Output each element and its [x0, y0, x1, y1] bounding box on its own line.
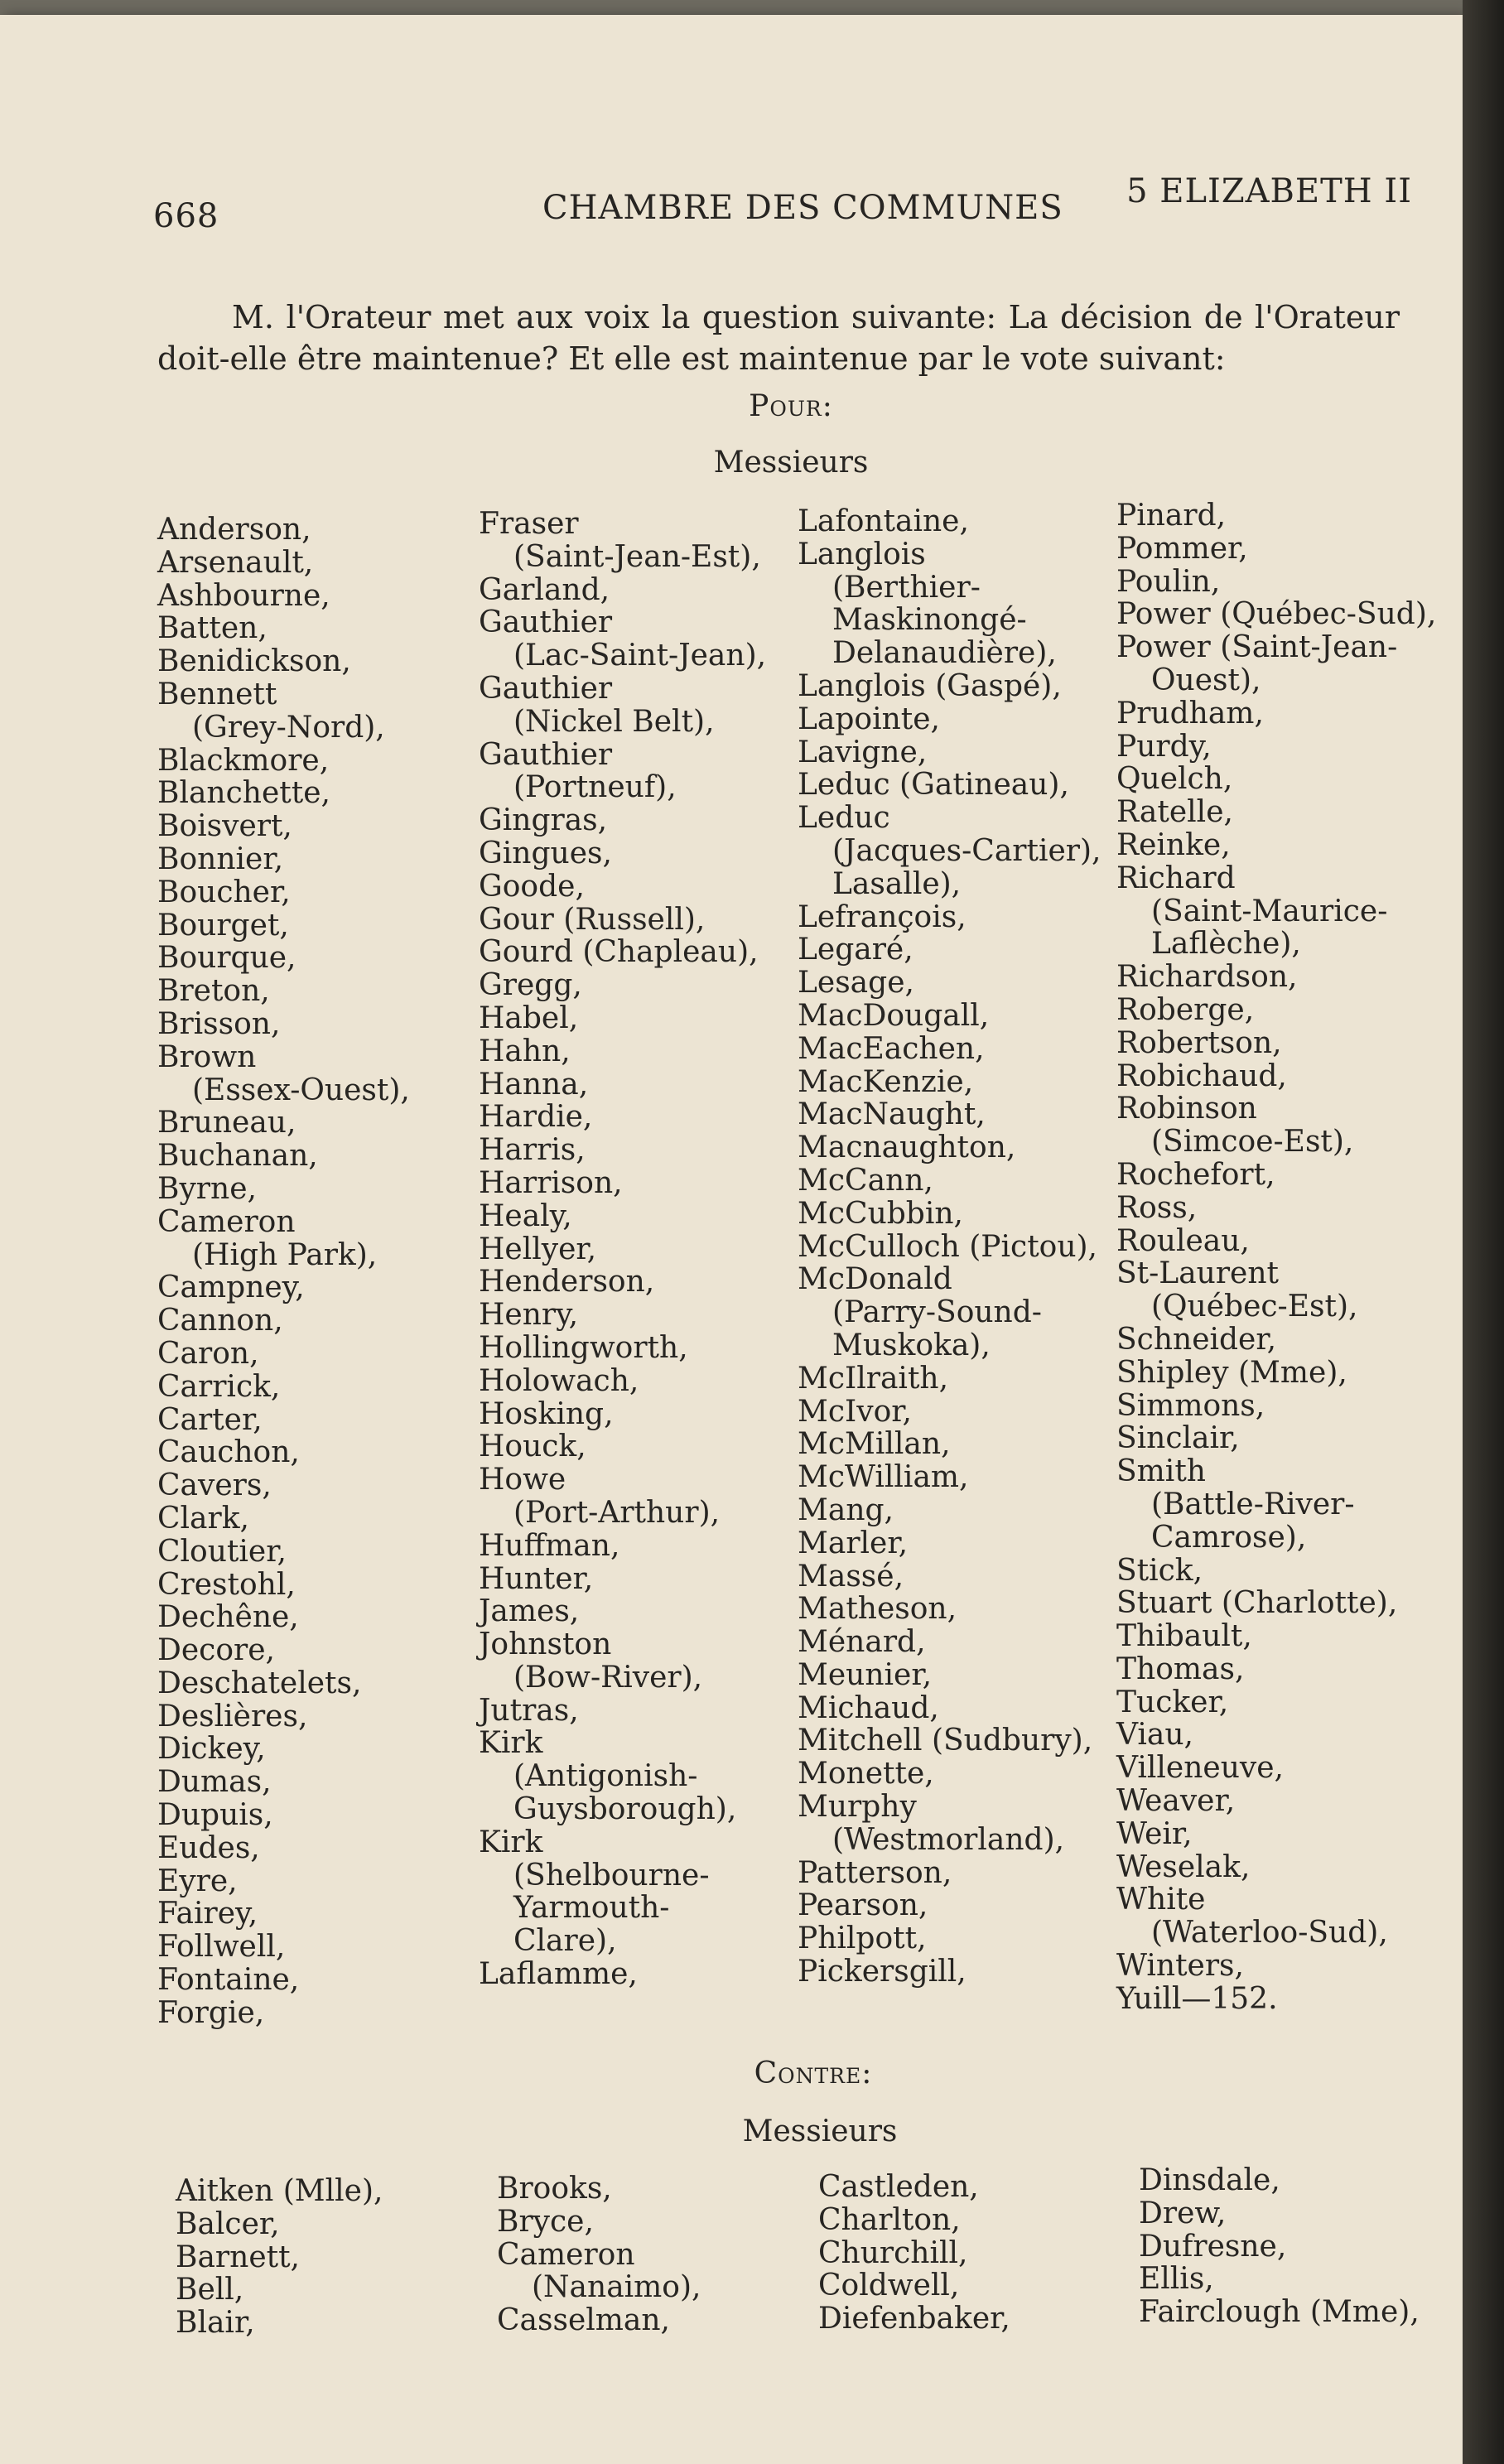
member-name: Leduc [798, 801, 890, 836]
member-name: Crestohl, [157, 1567, 296, 1602]
member-name: Blanchette, [157, 776, 330, 811]
member-name: St-Laurent [1116, 1256, 1280, 1291]
member-name: Legaré, [798, 933, 913, 967]
member-name: Smith [1116, 1454, 1206, 1489]
member-name: Follwell, [157, 1930, 286, 1965]
pour-column-1 [157, 514, 410, 2030]
member-name: Lefrançois, [798, 899, 967, 934]
member-name: Thibault, [1116, 1619, 1252, 1654]
member-name: Buchanan, [157, 1139, 318, 1174]
member-name: (Simcoe-Est), [1151, 1125, 1354, 1160]
member-name: Bruneau, [157, 1106, 296, 1140]
member-name: (Nanaimo), [532, 2270, 701, 2305]
member-name: Pommer, [1116, 531, 1248, 566]
member-name: (Bow-River), [513, 1660, 703, 1695]
member-name: Cloutier, [157, 1534, 287, 1569]
member-name: Gour (Russell), [479, 902, 706, 937]
member-name: (Saint-Maurice- [1151, 894, 1388, 928]
member-name: Prudham, [1116, 696, 1264, 731]
member-name: Benidickson, [157, 644, 351, 679]
member-name: Bryce, [497, 2204, 594, 2239]
member-name: Mang, [798, 1492, 894, 1527]
member-name: Gauthier [479, 671, 613, 706]
member-name: Macnaughton, [798, 1131, 1016, 1165]
member-name: Hardie, [479, 1100, 593, 1135]
member-name: McDonald [798, 1262, 952, 1297]
member-name: Weaver, [1116, 1784, 1236, 1819]
member-name: Tucker, [1116, 1685, 1229, 1719]
member-name: Guysborough), [513, 1792, 737, 1827]
member-name: Power (Saint-Jean- [1116, 630, 1398, 665]
member-name: Bonnier, [157, 841, 284, 876]
member-name: Monette, [798, 1757, 934, 1791]
member-name: Viau, [1116, 1718, 1193, 1753]
member-name: Winters, [1116, 1949, 1244, 1984]
member-name: Thomas, [1116, 1652, 1245, 1686]
member-name: (Jacques-Cartier), [832, 833, 1101, 868]
member-name: (Portneuf), [513, 770, 677, 805]
member-name: MacEachen, [798, 1031, 985, 1066]
member-name: Deschatelets, [157, 1666, 362, 1700]
member-name: Rouleau, [1116, 1223, 1250, 1258]
member-name: Ratelle, [1116, 795, 1233, 830]
member-name: Weir, [1116, 1816, 1193, 1851]
member-name: Reinke, [1116, 827, 1231, 862]
contre-column-1 [176, 2175, 383, 2340]
member-name: Harrison, [479, 1165, 623, 1200]
pour-column-3 [798, 505, 1101, 1989]
member-name: (High Park), [192, 1237, 378, 1272]
member-name: Lasalle), [832, 866, 962, 901]
member-name: Fontaine, [157, 1963, 300, 1998]
member-name: Huffman, [479, 1528, 620, 1563]
member-name: Langlois [798, 537, 926, 571]
member-name: Kirk [479, 1726, 543, 1761]
member-name: Lavigne, [798, 735, 928, 769]
member-name: McMillan, [798, 1427, 951, 1462]
member-name: McCann, [798, 1163, 933, 1198]
member-name: Purdy, [1116, 729, 1212, 764]
contre-column-2 [497, 2172, 701, 2337]
member-name: Castleden, [818, 2170, 979, 2204]
member-name: Richard [1116, 861, 1236, 895]
member-name: Patterson, [798, 1855, 952, 1890]
member-name: Robertson, [1116, 1025, 1282, 1060]
member-name: Brisson, [157, 1006, 281, 1041]
member-name: Dechêne, [157, 1600, 299, 1635]
member-name: Batten, [157, 611, 268, 646]
member-name: Healy, [479, 1198, 572, 1233]
member-name: Richardson, [1116, 960, 1298, 995]
member-name: (Lac-Saint-Jean), [513, 639, 767, 673]
member-name: Casselman, [497, 2303, 671, 2338]
member-name: Clark, [157, 1501, 249, 1536]
pour-subheading: Messieurs [713, 446, 869, 480]
member-name: Drew, [1139, 2196, 1227, 2230]
member-name: Roberge, [1116, 992, 1255, 1027]
member-name: Barnett, [176, 2240, 300, 2274]
member-name: Schneider, [1116, 1322, 1277, 1357]
member-name: Deslières, [157, 1699, 308, 1733]
member-name: Meunier, [798, 1657, 933, 1692]
member-name: (Waterloo-Sud), [1151, 1916, 1388, 1950]
member-name: MacKenzie, [798, 1064, 974, 1099]
member-name: Delanaudière), [832, 636, 1057, 671]
member-name: Stuart (Charlotte), [1116, 1586, 1398, 1621]
member-name: Caron, [157, 1336, 259, 1371]
member-name: Boisvert, [157, 809, 292, 844]
member-name: (Parry-Sound- [832, 1295, 1042, 1330]
member-name: Fairey, [157, 1897, 258, 1931]
member-name: (Battle-River- [1151, 1487, 1355, 1521]
member-name: Massé, [798, 1559, 904, 1594]
member-name: McIvor, [798, 1394, 912, 1429]
member-name: Dupuis, [157, 1798, 273, 1833]
member-name: Gourd (Chapleau), [479, 935, 759, 970]
member-name: Henry, [479, 1298, 579, 1333]
member-name: Houck, [479, 1430, 586, 1464]
member-name: Stick, [1116, 1553, 1203, 1588]
member-name: Maskinongé- [832, 603, 1027, 638]
member-name: Carter, [157, 1402, 263, 1437]
member-name: (Antigonish- [513, 1759, 698, 1794]
member-name: Hahn, [479, 1034, 571, 1068]
member-name: Cauchon, [157, 1435, 300, 1470]
member-name: Hellyer, [479, 1232, 597, 1266]
member-name: Ménard, [798, 1625, 926, 1660]
member-name: Decore, [157, 1633, 275, 1668]
member-name: (Shelbourne- [513, 1858, 710, 1893]
member-name: Cameron [157, 1204, 296, 1239]
member-name: Dumas, [157, 1765, 272, 1800]
member-name: Hosking, [479, 1396, 614, 1431]
member-name: Poulin, [1116, 564, 1221, 599]
member-name: Johnston [479, 1627, 612, 1662]
member-name: Yarmouth- [513, 1891, 670, 1926]
member-name: Balcer, [176, 2206, 280, 2241]
member-name: (Saint-Jean-Est), [513, 539, 761, 574]
member-name: Forgie, [157, 1995, 265, 2030]
member-name: Fraser [479, 507, 579, 541]
book-page [0, 15, 1463, 2464]
intro-paragraph: M. l'Orateur met aux voix la question suivante: La décision de l'Orateur doit-elle être maintenue? Et elle est maintenue par le vote suivant: [157, 299, 1400, 377]
member-name: Aitken (Mlle), [176, 2174, 383, 2208]
contre-column-3 [818, 2171, 1010, 2336]
member-name: McWilliam, [798, 1460, 969, 1495]
member-name: Fairclough (Mme), [1139, 2295, 1420, 2330]
member-name: Bourget, [157, 908, 289, 943]
member-name: Gauthier [479, 737, 613, 772]
member-name: Diefenbaker, [818, 2302, 1010, 2336]
member-name: Hunter, [479, 1561, 594, 1596]
member-name: Garland, [479, 572, 610, 607]
member-name: Quelch, [1116, 762, 1233, 797]
member-name: Arsenault, [157, 545, 314, 580]
member-name: Cannon, [157, 1304, 283, 1338]
member-name: Gingras, [479, 803, 608, 838]
member-name: Bourque, [157, 941, 296, 976]
member-name: McCubbin, [798, 1196, 963, 1231]
member-name: Robichaud, [1116, 1058, 1287, 1093]
member-name: Marler, [798, 1526, 909, 1560]
member-name: Gauthier [479, 605, 613, 640]
member-name: Muskoka), [832, 1328, 991, 1362]
member-name: Ouest), [1151, 663, 1261, 697]
member-name: Anderson, [157, 513, 311, 547]
member-name: Sinclair, [1116, 1421, 1240, 1456]
member-name: Bell, [176, 2273, 244, 2307]
pour-heading: Pour: [749, 389, 833, 423]
session-label: 5 ELIZABETH II [1126, 172, 1412, 210]
member-name: Michaud, [798, 1690, 939, 1725]
member-name: Weselak, [1116, 1849, 1251, 1884]
member-name: (Westmorland), [832, 1822, 1065, 1857]
member-name: Campney, [157, 1271, 305, 1305]
member-name: Churchill, [818, 2235, 968, 2270]
member-name: Ross, [1116, 1190, 1198, 1225]
member-name: Gregg, [479, 968, 582, 1003]
member-name: McIlraith, [798, 1361, 949, 1396]
member-name: James, [479, 1594, 580, 1629]
member-name: (Berthier- [832, 570, 981, 605]
member-name: Yuill—152. [1116, 1981, 1278, 2016]
member-name: McCulloch (Pictou), [798, 1229, 1098, 1264]
member-name: Simmons, [1116, 1388, 1265, 1423]
member-name: Boucher, [157, 875, 291, 909]
contre-subheading: Messieurs [742, 2114, 898, 2148]
member-name: Mitchell (Sudbury), [798, 1724, 1093, 1758]
member-name: Eyre, [157, 1864, 238, 1898]
member-name: Lapointe, [798, 702, 941, 736]
member-name: (Port-Arthur), [513, 1495, 721, 1530]
member-name: Byrne, [157, 1171, 257, 1206]
pour-column-4 [1116, 499, 1436, 2016]
member-name: Pearson, [798, 1888, 928, 1923]
member-name: (Essex-Ouest), [192, 1073, 410, 1107]
member-name: Carrick, [157, 1369, 281, 1404]
member-name: Laflamme, [479, 1957, 638, 1992]
member-name: Henderson, [479, 1265, 655, 1300]
member-name: Ellis, [1139, 2262, 1214, 2297]
member-name: Dufresne, [1139, 2229, 1287, 2264]
member-name: MacNaught, [798, 1097, 986, 1132]
member-name: Hollingworth, [479, 1330, 688, 1365]
member-name: Jutras, [479, 1693, 579, 1728]
member-name: Murphy [798, 1790, 917, 1825]
member-name: Pinard, [1116, 499, 1227, 533]
member-name: Bennett [157, 677, 277, 711]
member-name: Holowach, [479, 1363, 639, 1398]
member-name: Camrose), [1151, 1520, 1307, 1555]
member-name: White [1116, 1883, 1206, 1917]
member-name: Harris, [479, 1133, 586, 1168]
member-name: Pickersgill, [798, 1955, 967, 1989]
member-name: Blackmore, [157, 743, 330, 778]
member-name: Howe [479, 1463, 566, 1497]
member-name: MacDougall, [798, 998, 990, 1033]
member-name: Blair, [176, 2306, 255, 2341]
member-name: Brooks, [497, 2172, 612, 2206]
binding-gutter [1463, 0, 1504, 2464]
member-name: Habel, [479, 1001, 579, 1035]
member-name: Power (Québec-Sud), [1116, 597, 1437, 632]
member-name: Dickey, [157, 1732, 266, 1767]
member-name: Kirk [479, 1825, 543, 1859]
member-name: Cameron [497, 2237, 635, 2272]
member-name: Brown [157, 1039, 257, 1074]
page-title: CHAMBRE DES COMMUNES [542, 189, 1063, 227]
contre-column-4 [1139, 2164, 1420, 2329]
member-name: Eudes, [157, 1830, 260, 1865]
member-name: (Nickel Belt), [513, 704, 715, 739]
member-name: Leduc (Gatineau), [798, 768, 1069, 803]
member-name: Charlton, [818, 2202, 961, 2237]
member-name: Goode, [479, 869, 585, 904]
member-name: (Grey-Nord), [192, 710, 385, 745]
member-name: Hanna, [479, 1067, 589, 1102]
member-name: Gingues, [479, 836, 612, 870]
member-name: Robinson [1116, 1092, 1257, 1126]
member-name: Langlois (Gaspé), [798, 668, 1062, 703]
member-name: (Québec-Est), [1151, 1290, 1358, 1324]
member-name: Lafontaine, [798, 504, 969, 538]
member-name: Laflèche), [1151, 927, 1301, 962]
member-name: Shipley (Mme), [1116, 1355, 1347, 1390]
contre-heading: Contre: [754, 2057, 873, 2090]
member-name: Dinsdale, [1139, 2163, 1280, 2197]
member-name: Matheson, [798, 1592, 957, 1627]
member-name: Ashbourne, [157, 578, 330, 613]
member-name: Rochefort, [1116, 1157, 1275, 1192]
member-name: Clare), [513, 1924, 617, 1959]
page-number: 668 [153, 197, 219, 235]
pour-column-2 [479, 508, 766, 1991]
member-name: Breton, [157, 974, 270, 1009]
member-name: Cavers, [157, 1468, 272, 1503]
member-name: Philpott, [798, 1922, 927, 1956]
member-name: Villeneuve, [1116, 1751, 1284, 1786]
member-name: Lesage, [798, 966, 914, 1001]
member-name: Coldwell, [818, 2269, 960, 2303]
